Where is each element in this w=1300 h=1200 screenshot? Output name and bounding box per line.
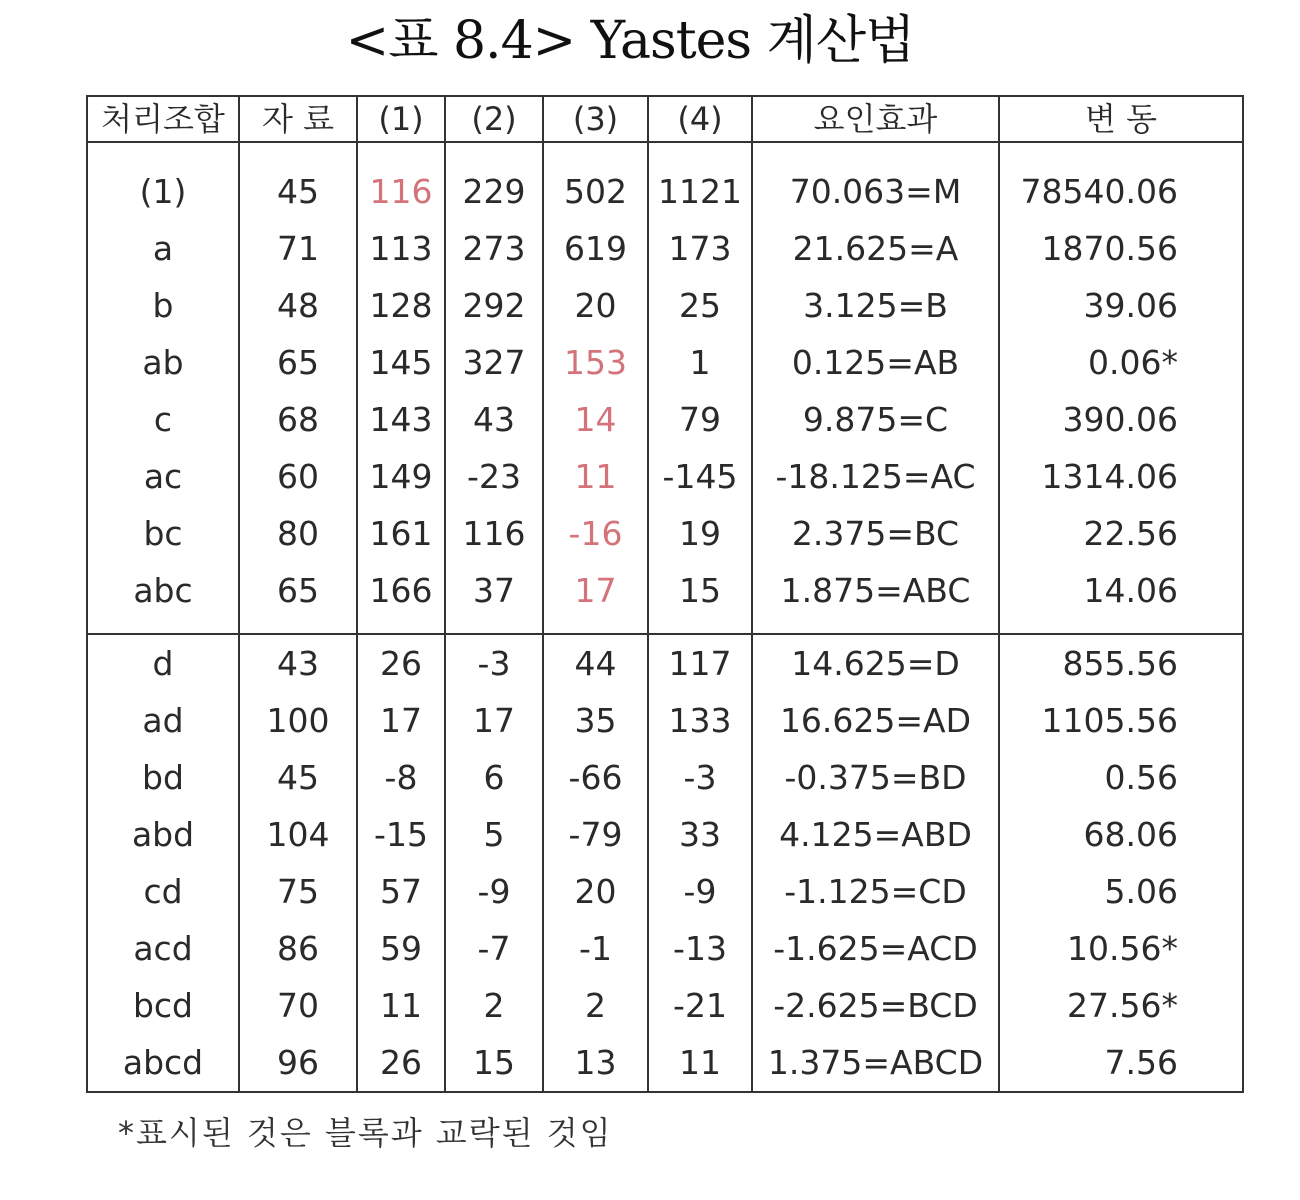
cell-variation: 27.56*	[999, 977, 1243, 1034]
cell-variation: 22.56	[999, 505, 1243, 562]
cell-col4: 133	[648, 692, 752, 749]
cell-variation: 14.06	[999, 562, 1243, 619]
cell-col1: 26	[357, 1034, 445, 1092]
cell-col3: 13	[543, 1034, 648, 1092]
header-col4: (4)	[648, 96, 752, 142]
cell-data: 80	[239, 505, 357, 562]
cell-col2: 229	[445, 163, 543, 220]
cell-col4: 173	[648, 220, 752, 277]
table-row	[87, 163, 1243, 220]
cell-effect: 3.125=B	[752, 277, 999, 334]
table-row	[87, 920, 1243, 977]
table-row	[87, 634, 1243, 692]
cell-data: 86	[239, 920, 357, 977]
cell-col2: 273	[445, 220, 543, 277]
cell-data: 45	[239, 163, 357, 220]
cell-data: 43	[239, 634, 357, 692]
yates-table	[86, 95, 1244, 1093]
cell-col4: -145	[648, 448, 752, 505]
header-col2: (2)	[445, 96, 543, 142]
table-row	[87, 505, 1243, 562]
cell-data: 60	[239, 448, 357, 505]
cell-data: 48	[239, 277, 357, 334]
cell-variation: 390.06	[999, 391, 1243, 448]
cell-col2: 6	[445, 749, 543, 806]
cell-col1: -15	[357, 806, 445, 863]
cell-col3: 17	[543, 562, 648, 619]
cell-effect: 16.625=AD	[752, 692, 999, 749]
cell-treatment: bcd	[87, 977, 239, 1034]
cell-col2: -7	[445, 920, 543, 977]
cell-effect: -2.625=BCD	[752, 977, 999, 1034]
cell-variation: 1105.56	[999, 692, 1243, 749]
cell-col1: 149	[357, 448, 445, 505]
cell-treatment: cd	[87, 863, 239, 920]
cell-variation: 0.56	[999, 749, 1243, 806]
header-treatment: 처리조합	[87, 96, 239, 142]
cell-col1: 143	[357, 391, 445, 448]
cell-col2: -9	[445, 863, 543, 920]
table-row	[87, 692, 1243, 749]
yates-table-container	[86, 95, 1244, 1093]
cell-treatment: d	[87, 634, 239, 692]
header-row	[87, 96, 1243, 142]
table-row	[87, 806, 1243, 863]
cell-col2: 327	[445, 334, 543, 391]
table-row	[87, 1034, 1243, 1092]
cell-col1: 145	[357, 334, 445, 391]
cell-effect: -0.375=BD	[752, 749, 999, 806]
cell-treatment: b	[87, 277, 239, 334]
cell-col4: 1121	[648, 163, 752, 220]
cell-col3: 35	[543, 692, 648, 749]
cell-data: 65	[239, 562, 357, 619]
cell-effect: -1.125=CD	[752, 863, 999, 920]
cell-variation: 1314.06	[999, 448, 1243, 505]
cell-effect: 0.125=AB	[752, 334, 999, 391]
cell-effect: 2.375=BC	[752, 505, 999, 562]
cell-effect: 14.625=D	[752, 634, 999, 692]
cell-data: 96	[239, 1034, 357, 1092]
cell-variation: 68.06	[999, 806, 1243, 863]
cell-col3: -66	[543, 749, 648, 806]
cell-col4: 79	[648, 391, 752, 448]
cell-col1: 128	[357, 277, 445, 334]
header-col1: (1)	[357, 96, 445, 142]
spacer-row	[87, 142, 1243, 163]
cell-data: 71	[239, 220, 357, 277]
table-row	[87, 749, 1243, 806]
cell-col1: 161	[357, 505, 445, 562]
table-row	[87, 334, 1243, 391]
table-row	[87, 562, 1243, 619]
cell-col3: 153	[543, 334, 648, 391]
cell-variation: 39.06	[999, 277, 1243, 334]
cell-treatment: abcd	[87, 1034, 239, 1092]
cell-col3: 44	[543, 634, 648, 692]
cell-col2: 116	[445, 505, 543, 562]
cell-treatment: abd	[87, 806, 239, 863]
cell-variation: 1870.56	[999, 220, 1243, 277]
cell-col4: 15	[648, 562, 752, 619]
cell-col3: 20	[543, 863, 648, 920]
cell-col1: 11	[357, 977, 445, 1034]
cell-data: 100	[239, 692, 357, 749]
cell-col2: 2	[445, 977, 543, 1034]
cell-treatment: (1)	[87, 163, 239, 220]
cell-effect: 4.125=ABD	[752, 806, 999, 863]
cell-col1: 59	[357, 920, 445, 977]
cell-treatment: bc	[87, 505, 239, 562]
cell-col1: 166	[357, 562, 445, 619]
cell-col1: 113	[357, 220, 445, 277]
cell-col3: -1	[543, 920, 648, 977]
cell-treatment: ac	[87, 448, 239, 505]
cell-treatment: acd	[87, 920, 239, 977]
cell-col1: 26	[357, 634, 445, 692]
page-title: <표 8.4> Yastes 계산법	[345, 11, 915, 71]
cell-col3: 14	[543, 391, 648, 448]
cell-col1: 17	[357, 692, 445, 749]
cell-variation: 78540.06	[999, 163, 1243, 220]
cell-col1: 116	[357, 163, 445, 220]
cell-col2: -3	[445, 634, 543, 692]
cell-col3: 2	[543, 977, 648, 1034]
cell-col3: 502	[543, 163, 648, 220]
cell-col4: 1	[648, 334, 752, 391]
header-data: 자 료	[239, 96, 357, 142]
table-row	[87, 448, 1243, 505]
cell-col4: -21	[648, 977, 752, 1034]
header-col3: (3)	[543, 96, 648, 142]
cell-data: 65	[239, 334, 357, 391]
table-row	[87, 977, 1243, 1034]
group-divider	[87, 619, 1243, 634]
cell-col4: -9	[648, 863, 752, 920]
cell-variation: 10.56*	[999, 920, 1243, 977]
cell-col3: -79	[543, 806, 648, 863]
cell-col4: -3	[648, 749, 752, 806]
cell-col3: 20	[543, 277, 648, 334]
cell-data: 68	[239, 391, 357, 448]
cell-treatment: ad	[87, 692, 239, 749]
cell-effect: 9.875=C	[752, 391, 999, 448]
cell-treatment: bd	[87, 749, 239, 806]
cell-col2: -23	[445, 448, 543, 505]
cell-treatment: c	[87, 391, 239, 448]
cell-col4: 117	[648, 634, 752, 692]
cell-effect: 1.375=ABCD	[752, 1034, 999, 1092]
cell-col2: 292	[445, 277, 543, 334]
cell-data: 75	[239, 863, 357, 920]
cell-col3: -16	[543, 505, 648, 562]
cell-col1: 57	[357, 863, 445, 920]
table-row	[87, 391, 1243, 448]
cell-col2: 15	[445, 1034, 543, 1092]
cell-col4: 33	[648, 806, 752, 863]
cell-col2: 17	[445, 692, 543, 749]
cell-treatment: a	[87, 220, 239, 277]
cell-treatment: abc	[87, 562, 239, 619]
cell-treatment: ab	[87, 334, 239, 391]
table-row	[87, 863, 1243, 920]
header-effect: 요인효과	[752, 96, 999, 142]
cell-variation: 855.56	[999, 634, 1243, 692]
cell-col3: 11	[543, 448, 648, 505]
header-variation: 변 동	[999, 96, 1243, 142]
cell-variation: 5.06	[999, 863, 1243, 920]
cell-data: 70	[239, 977, 357, 1034]
cell-col2: 5	[445, 806, 543, 863]
cell-data: 104	[239, 806, 357, 863]
cell-col4: 25	[648, 277, 752, 334]
cell-col4: -13	[648, 920, 752, 977]
cell-effect: 70.063=M	[752, 163, 999, 220]
cell-variation: 7.56	[999, 1034, 1243, 1092]
table-row	[87, 220, 1243, 277]
cell-col3: 619	[543, 220, 648, 277]
cell-col2: 37	[445, 562, 543, 619]
cell-col2: 43	[445, 391, 543, 448]
footnote: *표시된 것은 블록과 교락된 것임	[118, 1114, 613, 1152]
cell-col4: 19	[648, 505, 752, 562]
cell-data: 45	[239, 749, 357, 806]
table-row	[87, 277, 1243, 334]
cell-col1: -8	[357, 749, 445, 806]
cell-effect: -1.625=ACD	[752, 920, 999, 977]
cell-variation: 0.06*	[999, 334, 1243, 391]
cell-effect: 1.875=ABC	[752, 562, 999, 619]
cell-effect: 21.625=A	[752, 220, 999, 277]
cell-effect: -18.125=AC	[752, 448, 999, 505]
cell-col4: 11	[648, 1034, 752, 1092]
